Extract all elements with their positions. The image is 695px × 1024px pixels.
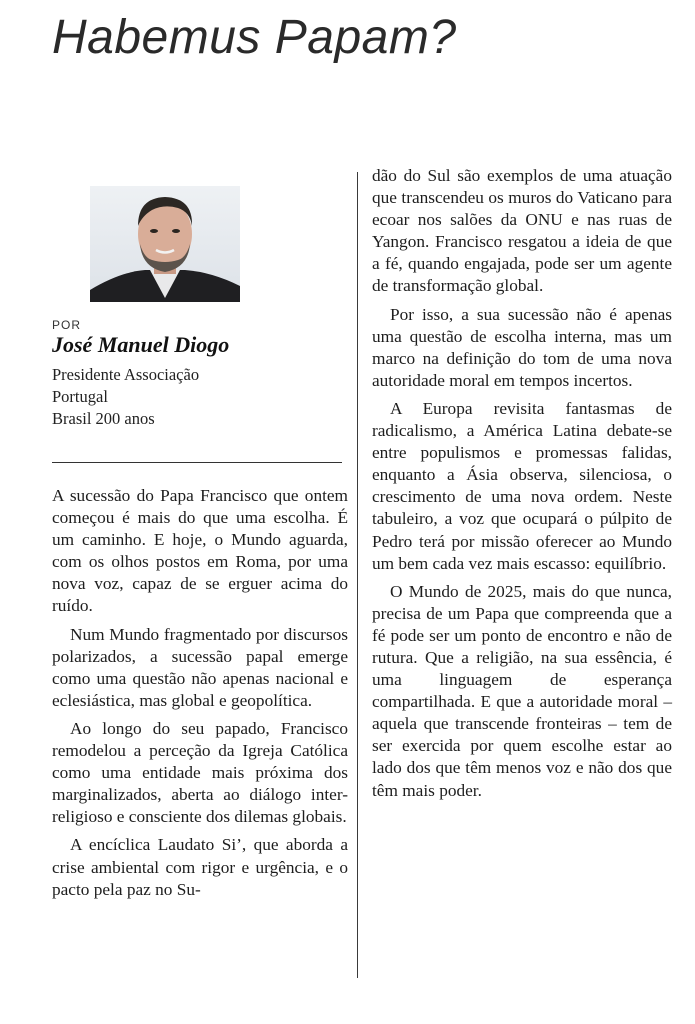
- article-column-right: [372, 165, 672, 808]
- article-paragraph: A sucessão do Papa Francisco que ontem começou é mais do que uma escolha. É um caminho. E hoje, o Mundo aguarda, com os olhos postos em Roma, por uma nova voz, capaz de se erguer acima do ruído.: [52, 486, 348, 616]
- author-name: José Manuel Diogo: [52, 332, 230, 357]
- article-paragraph: Num Mundo fragmentado por discursos polarizados, a sucessão papal emerge como uma questão não apenas nacional e eclesiástica, mas global e geopolítica.: [52, 624, 348, 710]
- article-paragraph: Ao longo do seu papado, Francisco remodelou a perceção da Igreja Católica como uma entidade mais próxima dos marginalizados, aberta ao diálogo inter-religioso e consciente dos dilemas globais.: [52, 718, 348, 827]
- headline: Habemus Papam?: [52, 11, 457, 64]
- column-divider: [357, 172, 358, 978]
- author-role: [52, 364, 342, 430]
- article-column-left: [52, 485, 348, 907]
- author-role-line: Presidente Associação: [52, 365, 200, 384]
- byline-prefix: POR: [52, 318, 82, 332]
- author-role-line: Brasil 200 anos: [52, 409, 155, 428]
- article-paragraph: A encíclica Laudato Si’, que aborda a crise ambiental com rigor e urgência, e o pacto pela paz no Su-: [52, 835, 348, 899]
- author-role-line: Portugal: [52, 387, 108, 406]
- article-paragraph: O Mundo de 2025, mais do que nunca, precisa de um Papa que compreenda que a fé pode ser um ponto de encontro e não de rutura. Que a religião, na sua essência, é uma linguagem de esperança compartilhada. E que a autoridade moral – aquela que transcende fronteiras – tem de ser exercida por quem escolhe estar ao lado dos que têm menos voz e não dos que têm mais poder.: [372, 581, 672, 800]
- author-photo: [90, 186, 240, 302]
- article-paragraph: dão do Sul são exemplos de uma atuação que transcendeu os muros do Vaticano para ecoar nos salões da ONU e nas ruas de Yangon. Francisco resgatou a ideia de que a fé, quando engajada, pode ser um agente de transformação global.: [372, 166, 672, 296]
- article-paragraph: A Europa revisita fantasmas de radicalismo, a América Latina debate-se entre populismos e promessas falidas, enquanto a Ásia observa, silenciosa, o crescimento de uma nova ordem. Neste tabuleiro, a voz que ocupará o púlpito de Pedro terá por missão oferecer ao Mundo um bem cada vez mais escasso: equilíbrio.: [372, 398, 672, 573]
- article-paragraph: Por isso, a sua sucessão não é apenas uma questão de escolha interna, mas um marco na definição do tom de uma nova autoridade moral em tempos incertos.: [372, 304, 672, 390]
- byline-divider: [52, 462, 342, 463]
